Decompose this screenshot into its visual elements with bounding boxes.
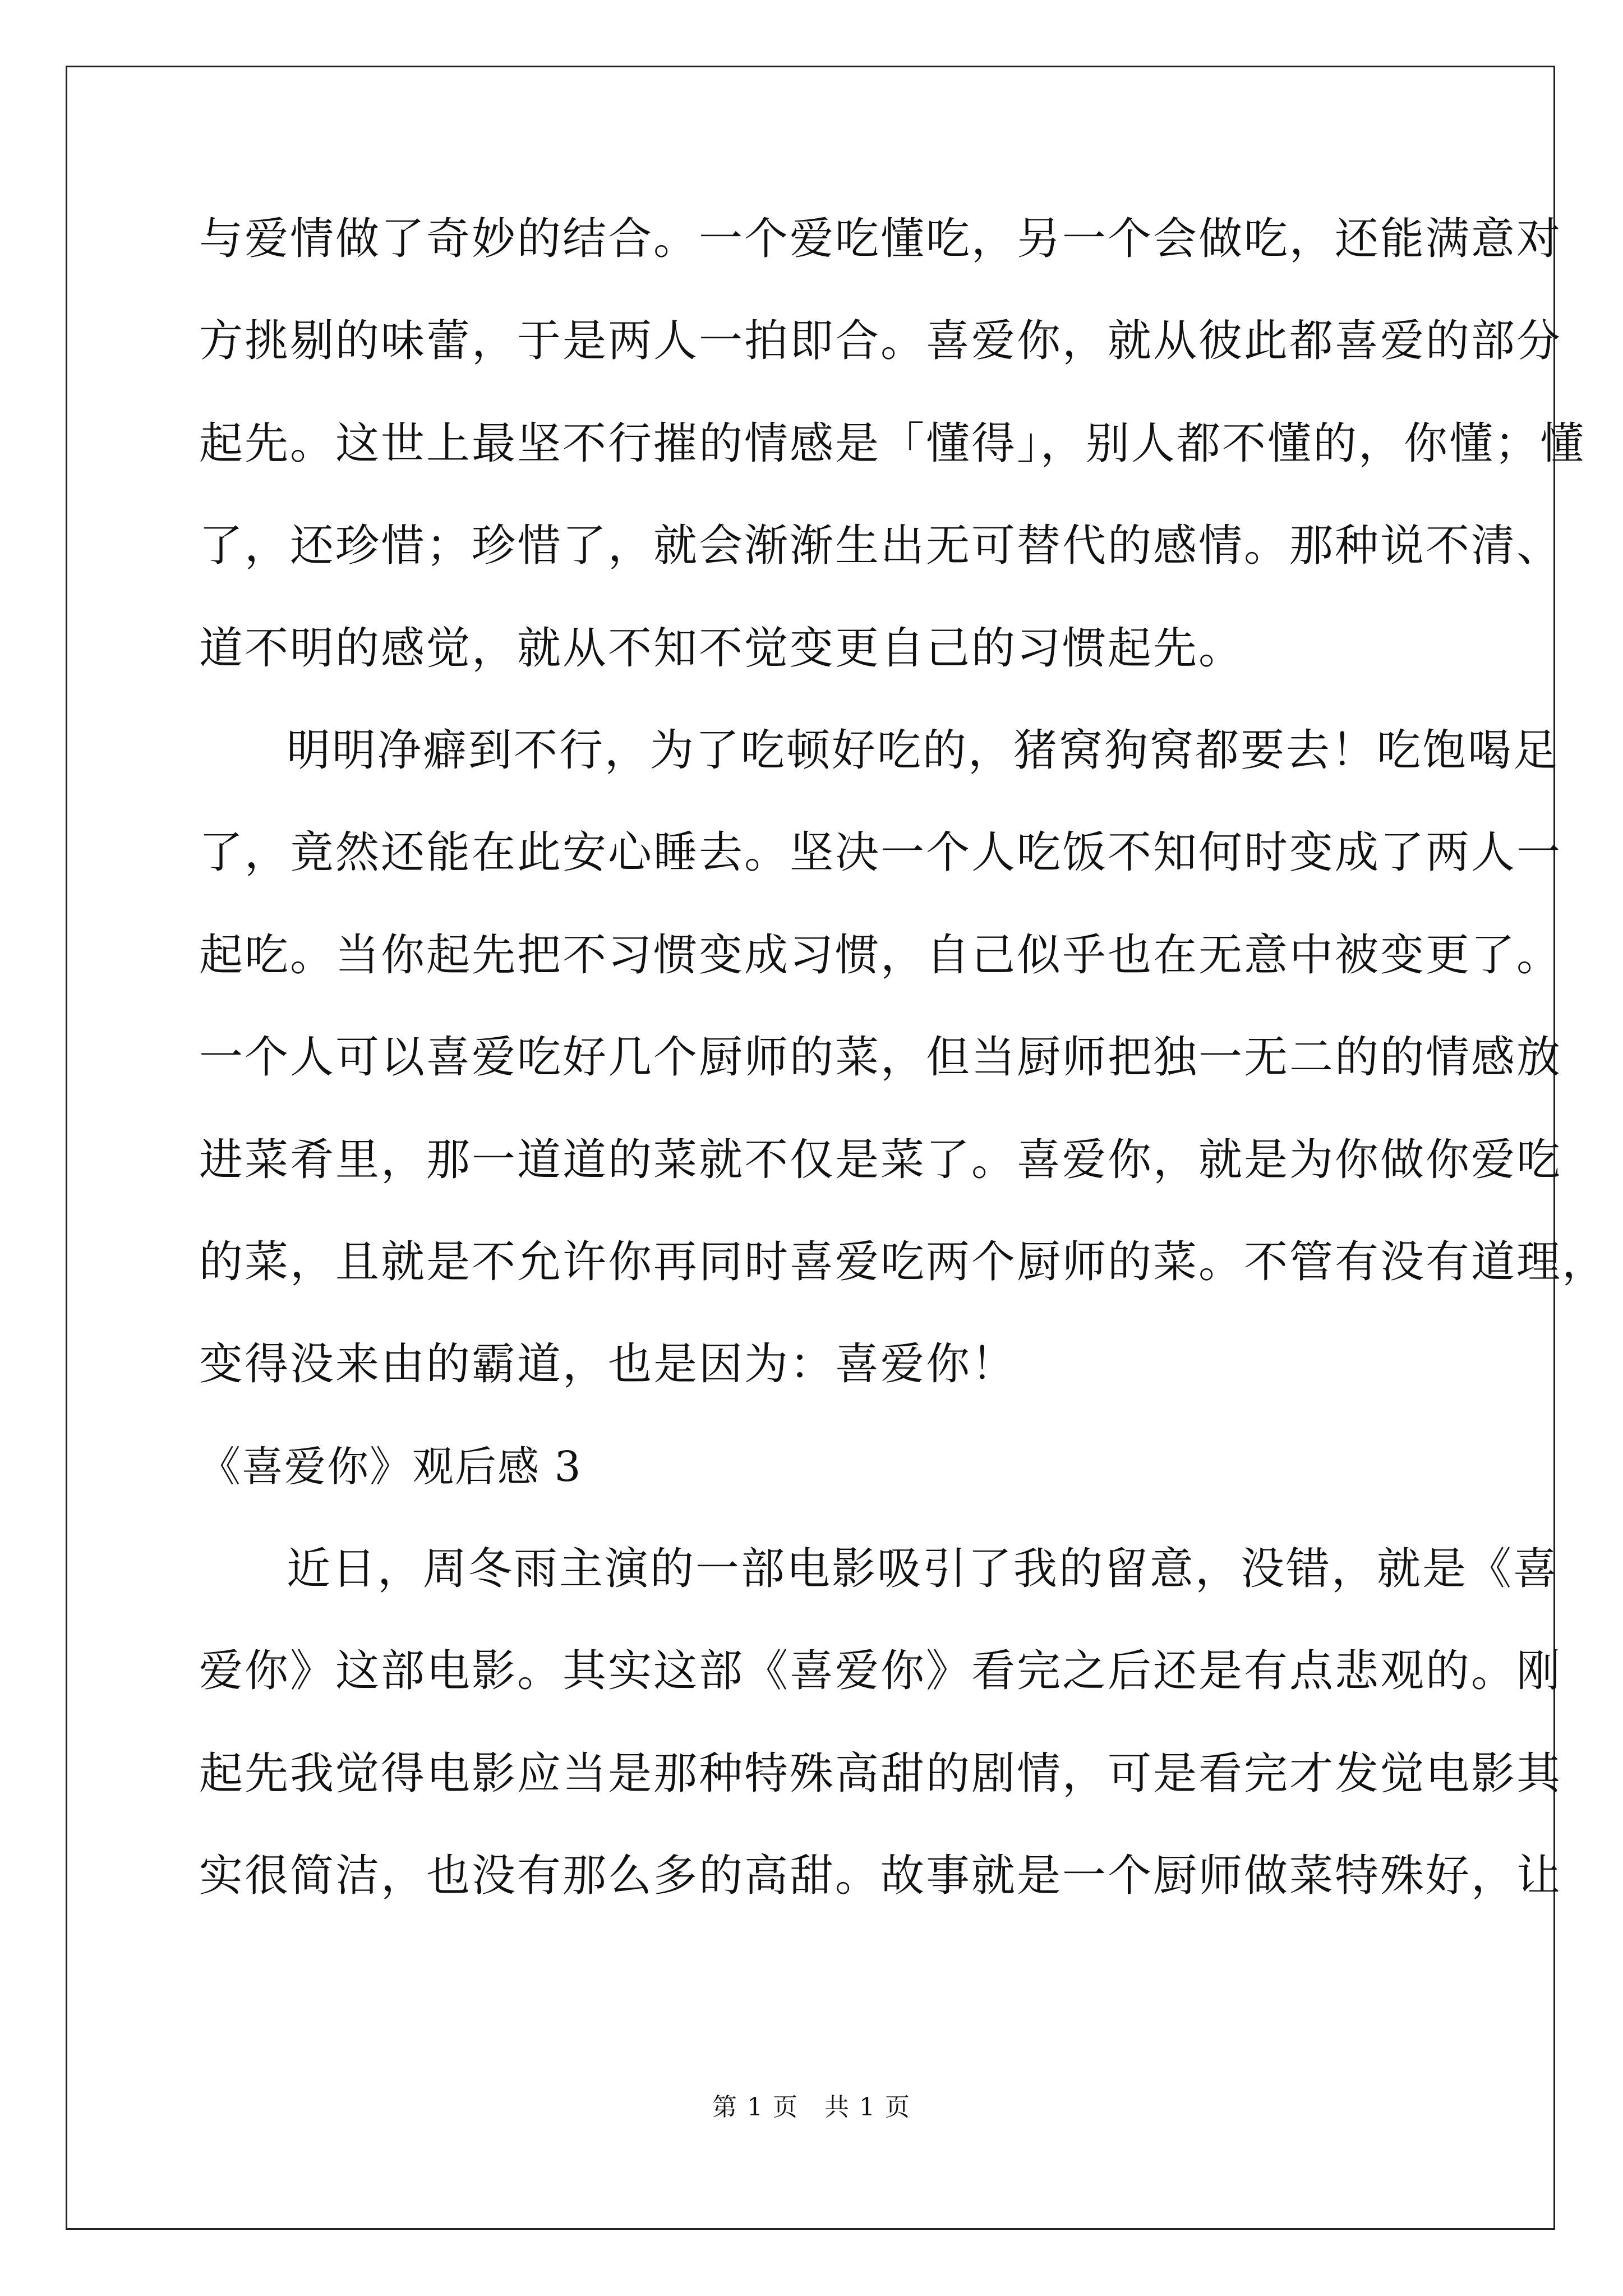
paragraph-2-line: 的菜，且就是不允许你再同时喜爱吃两个厨师的菜。不管有没有道理， — [199, 1236, 1608, 1287]
section-heading: 《喜爱你》观后感 3 — [199, 1442, 582, 1491]
paragraph-1-line: 与爱情做了奇妙的结合。一个爱吃懂吃，另一个会做吃，还能满意对 — [199, 214, 1562, 264]
paragraph-2-line: 起吃。当你起先把不习惯变成习惯，自己似乎也在无意中被变更了。 — [199, 930, 1562, 981]
paragraph-2-line: 了，竟然还能在此安心睡去。坚决一个人吃饭不知何时变成了两人一 — [199, 827, 1562, 878]
paragraph-2-line: 明明净癖到不行，为了吃顿好吃的，猪窝狗窝都要去！吃饱喝足 — [287, 725, 1559, 776]
paragraph-2-line: 一个人可以喜爱吃好几个厨师的菜，但当厨师把独一无二的的情感放 — [199, 1032, 1562, 1083]
paragraph-1-line: 方挑剔的味蕾，于是两人一拍即合。喜爱你，就从彼此都喜爱的部分 — [199, 316, 1562, 367]
paragraph-2-line: 变得没来由的霸道，也是因为：喜爱你！ — [199, 1339, 1017, 1390]
paragraph-3-line: 近日，周冬雨主演的一部电影吸引了我的留意，没错，就是《喜 — [287, 1544, 1559, 1595]
page-footer: 第 1 页 共 1 页 — [712, 2093, 911, 2122]
paragraph-3-line: 爱你》这部电影。其实这部《喜爱你》看完之后还是有点悲观的。刚 — [199, 1646, 1562, 1697]
document-body — [199, 188, 1608, 1927]
paragraph-3-line: 起先我觉得电影应当是那种特殊高甜的剧情，可是看完才发觉电影其 — [199, 1748, 1562, 1799]
paragraph-1-line: 了，还珍惜；珍惜了，就会渐渐生出无可替代的感情。那种说不清、 — [199, 521, 1562, 572]
paragraph-1-line: 道不明的感觉，就从不知不觉变更自己的习惯起先。 — [199, 623, 1244, 674]
paragraph-2-line: 进菜肴里，那一道道的菜就不仅是菜了。喜爱你，就是为你做你爱吃 — [199, 1134, 1562, 1185]
paragraph-3-line: 实很简洁，也没有那么多的高甜。故事就是一个厨师做菜特殊好，让 — [199, 1851, 1562, 1902]
paragraph-1-line: 起先。这世上最坚不行摧的情感是「懂得」，别人都不懂的，你懂；懂 — [199, 418, 1586, 469]
